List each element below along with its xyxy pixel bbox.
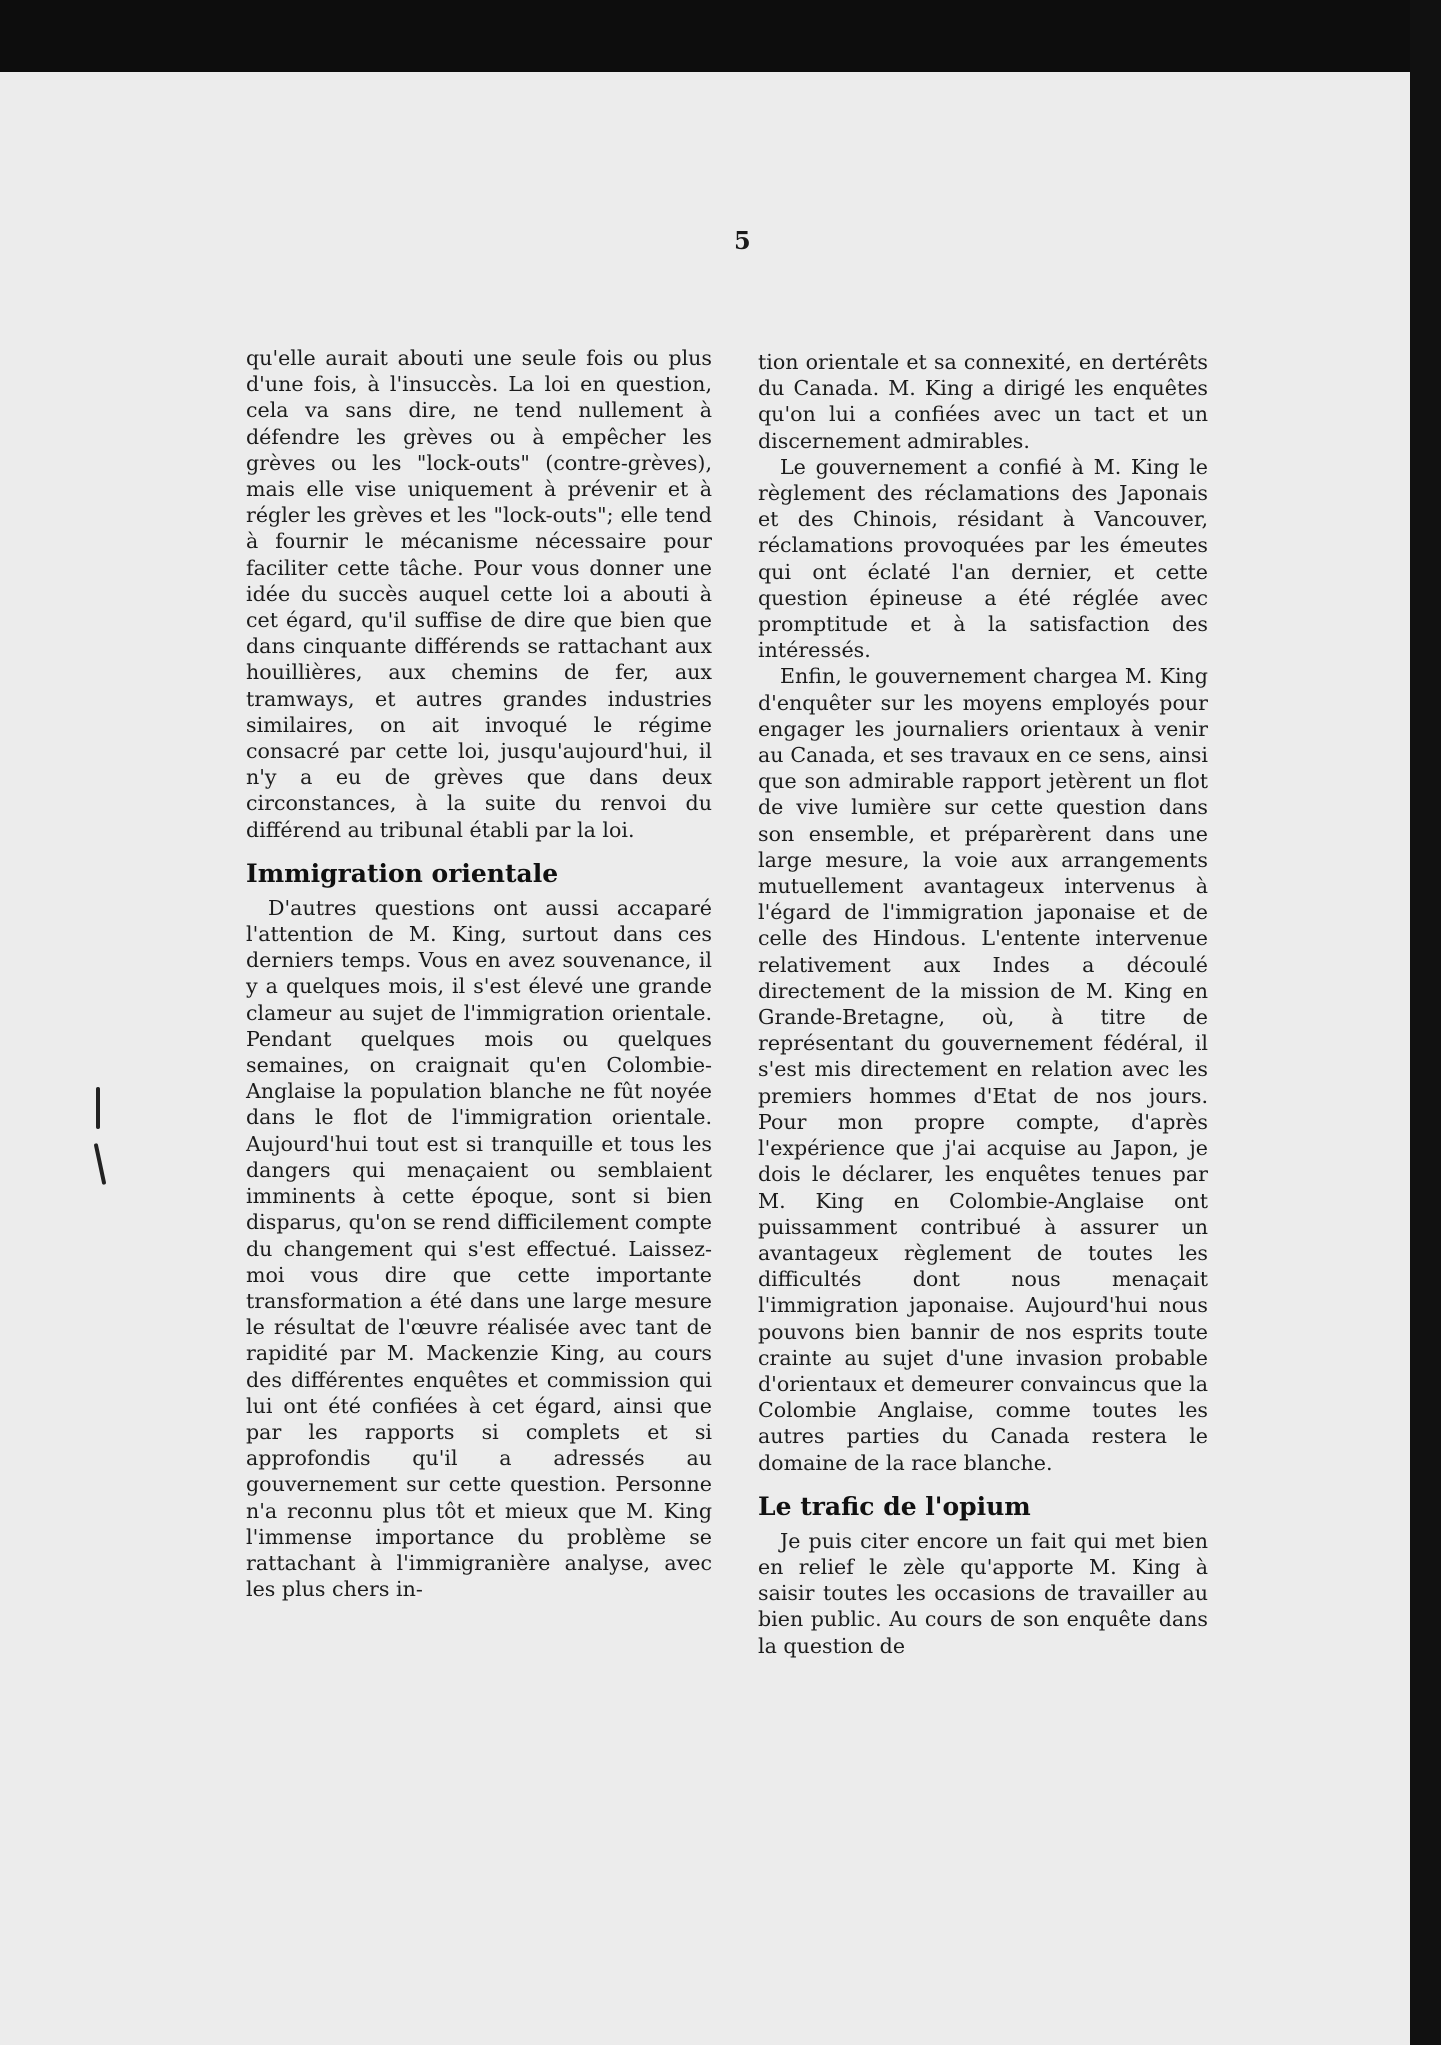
right-paragraph-4: Je puis citer encore un fait qui met bien en relief le zèle qu'apporte M. King à saisir toutes les occasions de travailler au bien public. Au cours de son enquête dans la question de bbox=[758, 1528, 1208, 1658]
right-paragraph-1: tion orientale et sa connexité, en dertérêts du Canada. M. King a dirigé les enquêtes qu'on lui a confiées avec un tact et un discernement admirables. bbox=[758, 350, 1208, 453]
left-column bbox=[246, 345, 712, 1602]
left-paragraph-2: D'autres questions ont aussi accaparé l'attention de M. King, surtout dans ces derniers temps. Vous en avez souvenance, il y a quelques mois, il s'est élevé une grande clameur au sujet de l'immigration orientale. Pendant quelques mois ou quelques semaines, on craignait qu'en Colombie-Anglaise la population blanche ne fût noyée dans le flot de l'immigration orientale. Aujourd'hui tout est si tranquille et tous les dangers qui menaçaient ou semblaient imminents à cette époque, sont si bien disparus, qu'on se rend difficilement compte du changement qui s'est effectué. Laissez-moi vous dire que cette importante transformation a été dans une large mesure le résultat de l'œuvre réalisée avec tant de rapidité par M. Mackenzie King, au cours des différentes enquêtes et commission qui lui ont été confiées à cet égard, ainsi que par les rapports si complets et si approfondis qu'il a adressés au gouvernement sur cette question. Personne n'a reconnu plus tôt et mieux que M. King l'immense importance du problème se rattachant à l'immigranière analyse, avec les plus chers in- bbox=[246, 895, 712, 1602]
left-paragraph-1: qu'elle aurait abouti une seule fois ou plus d'une fois, à l'insuccès. La loi en question, cela va sans dire, ne tend nullement à défendre les grèves ou à empêcher les grèves ou les "lock-outs" (contre-grèves), mais elle vise uniquement à prévenir et à régler les grèves et les "lock-outs"; elle tend à fournir le mécanisme nécessaire pour faciliter cette tâche. Pour vous donner une idée du succès auquel cette loi a abouti à cet égard, qu'il suffise de dire que bien que dans cinquante différends se rattachant aux houillières, aux chemins de fer, aux tramways, et autres grandes industries similaires, on ait invoqué le régime consacré par cette loi, jusqu'aujourd'hui, il n'y a eu de grèves que dans deux circonstances, à la suite du renvoi du différend au tribunal établi par la loi. bbox=[246, 346, 712, 842]
page-edge-shadow bbox=[1410, 0, 1441, 2045]
section-heading-immigration: Immigration orientale bbox=[246, 858, 559, 888]
page-number: 5 bbox=[734, 226, 751, 255]
section-heading-opium: Le trafic de l'opium bbox=[758, 1491, 1031, 1521]
right-column bbox=[758, 349, 1208, 1659]
right-paragraph-2: Le gouvernement a confié à M. King le règlement des réclamations des Japonais et des Chinois, résidant à Vancouver, réclamations provoquées par les émeutes qui ont éclaté l'an dernier, et cette question épineuse a été réglée avec promptitude et à la satisfaction des intéressés. bbox=[758, 454, 1208, 663]
margin-mark bbox=[96, 1087, 100, 1129]
right-paragraph-3: Enfin, le gouvernement chargea M. King d'enquêter sur les moyens employés pour engager les journaliers orientaux à venir au Canada, et ses travaux en ce sens, ainsi que son admirable rapport jetèrent un flot de vive lumière sur cette question dans son ensemble, et préparèrent dans une large mesure, la voie aux arrangements mutuellement avantageux intervenus à l'égard de l'immigration japonaise et de celle des Hindous. L'entente intervenue relativement aux Indes a découlé directement de la mission de M. King en Grande-Bretagne, où, à titre de représentant du gouvernement fédéral, il s'est mis directement en relation avec les premiers hommes d'Etat de nos jours. Pour mon propre compte, d'après l'expérience que j'ai acquise au Japon, je dois le déclarer, les enquêtes tenues par M. King en Colombie-Anglaise ont puissamment contribué à assurer un avantageux règlement de toutes les difficultés dont nous menaçait l'immigration japonaise. Aujourd'hui nous pouvons bien bannir de nos esprits toute crainte au sujet d'une invasion probable d'orientaux et demeurer convaincus que la Colombie Anglaise, comme toutes les autres parties du Canada restera le domaine de la race blanche. bbox=[758, 664, 1208, 1475]
